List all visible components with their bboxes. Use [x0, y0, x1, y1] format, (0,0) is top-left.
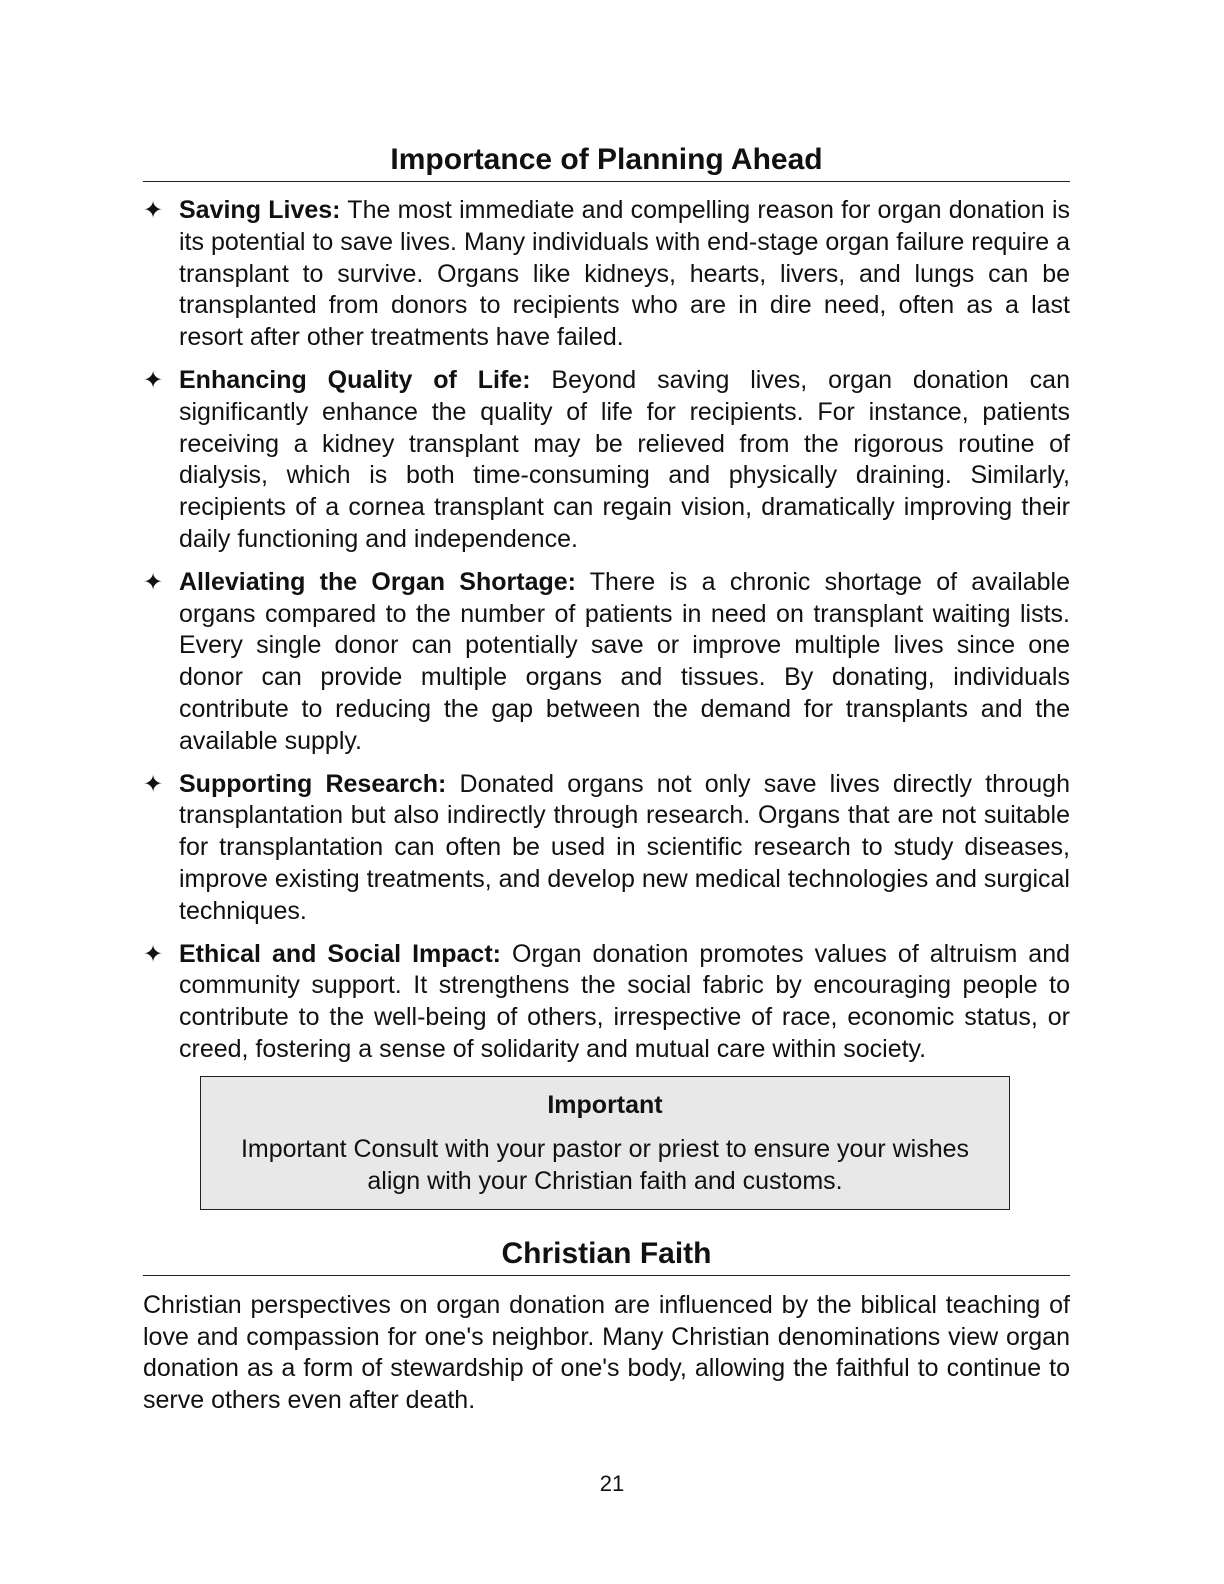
four-point-star-icon: ✦ [143, 939, 164, 968]
notice-body: Important Consult with your pastor or priest to ensure your wishes align with your Christian faith and customs. [240, 1134, 970, 1195]
list-item [143, 365, 1070, 556]
faith-paragraph: Christian perspectives on organ donation are influenced by the biblical teaching of love and compassion for one's neighbor. Many Christian denominations view organ donation as a form of stewardship of one's body, allowing the faithful to continue to serve others even after death. [143, 1290, 1070, 1415]
bullet-text: Beyond saving lives, organ donation can significantly enhance the quality of life for recipients. For instance, patients receiving a kidney transplant may be relieved from the rigorous routine of dialysis, which is both time-consuming and physically draining. Similarly, recipients of a cornea transplant can regain vision, dramatically improving their daily functioning and independence. [179, 365, 1070, 553]
notice-title: Important [547, 1090, 663, 1119]
list-item [143, 769, 1070, 928]
bullet-term: Alleviating the Organ Shortage: [179, 567, 576, 596]
benefits-list [143, 195, 1070, 1066]
section-heading-planning: Importance of Planning Ahead [143, 140, 1070, 182]
bullet-text: The most immediate and compelling reason for organ donation is its potential to save lives. Many individuals with end-stage organ failure require a transplant to survive. Organs like kidneys, hearts, livers, and lungs can be transplanted from donors to recipients who are in dire need, often as a last resort after other treatments have failed. [179, 196, 1070, 352]
list-item [143, 939, 1070, 1066]
section-heading-christian-faith: Christian Faith [143, 1234, 1070, 1276]
four-point-star-icon: ✦ [143, 196, 164, 224]
list-item [143, 567, 1070, 758]
four-point-star-icon: ✦ [143, 567, 164, 596]
bullet-text: Donated organs not only save lives directly through transplantation but also indirectly through research. Organs that are not suitable for transplantation can often be used in scientific research to study diseases, improve existing treatments, and develop new medical technologies and surgical techniques. [179, 769, 1070, 925]
bullet-term: Supporting Research: [179, 769, 447, 798]
bullet-text: There is a chronic shortage of available organs compared to the number of patients in need on transplant waiting lists. Every single donor can potentially save or improve multiple lives since one donor can provide multiple organs and tissues. By donating, individuals contribute to reducing the gap between the demand for transplants and the available supply. [179, 567, 1070, 755]
bullet-text: Organ donation promotes values of altruism and community support. It strengthens the social fabric by encouraging people to contribute to the well-being of others, irrespective of race, economic status, or creed, fostering a sense of solidarity and mutual care within society. [179, 939, 1071, 1063]
important-notice-box [200, 1076, 1010, 1210]
four-point-star-icon: ✦ [143, 365, 164, 394]
bullet-term: Enhancing Quality of Life: [179, 365, 531, 394]
page-number: 21 [599, 1471, 625, 1496]
four-point-star-icon: ✦ [143, 769, 164, 798]
bullet-term: Saving Lives: [179, 196, 341, 224]
bullet-term: Ethical and Social Impact: [179, 939, 501, 968]
page-content [143, 140, 1070, 1417]
list-item [143, 195, 1070, 354]
